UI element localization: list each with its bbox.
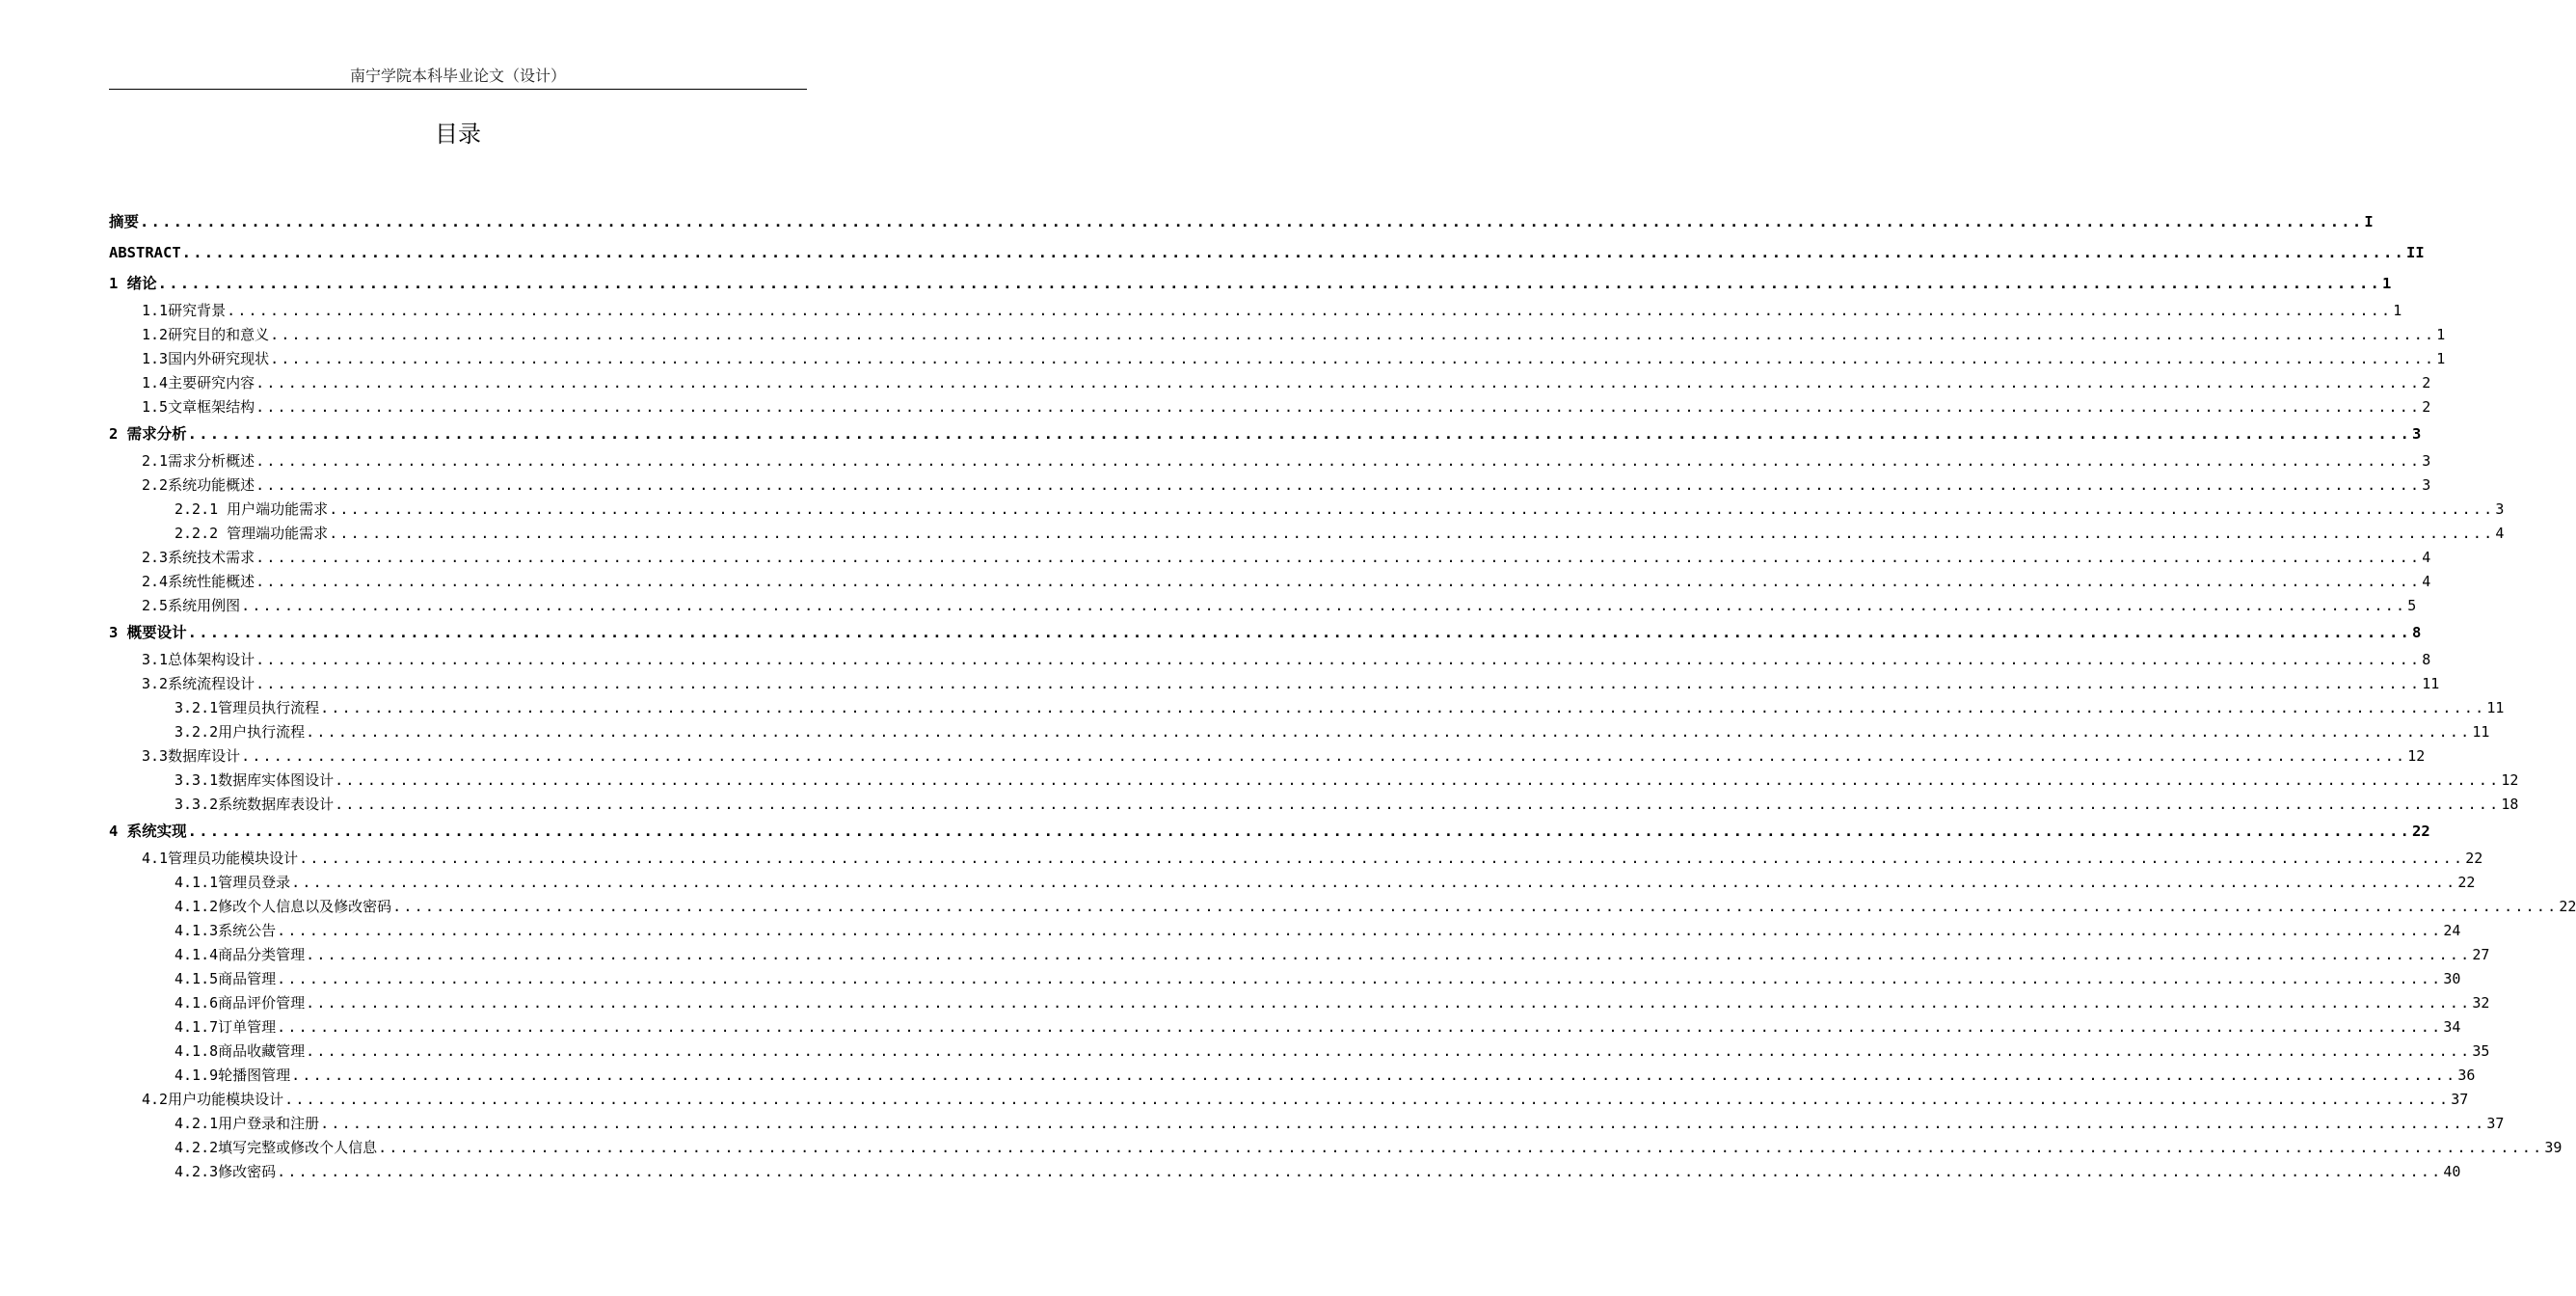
toc-entry-page-number: 11 <box>2422 675 2440 692</box>
toc-dot-leader: ........................................................................................................................................................................................................ <box>181 244 2406 261</box>
toc-entry-label: 4.1.5商品管理 <box>174 970 277 987</box>
toc-dot-leader: ........................................................................................................................................................................................................ <box>255 651 2422 668</box>
toc-entry-page-number: 1 <box>2436 326 2446 343</box>
toc-entry[interactable] <box>142 594 2417 617</box>
toc-dot-leader: ........................................................................................................................................................................................................ <box>291 874 2457 891</box>
toc-dot-leader: ........................................................................................................................................................................................................ <box>320 1115 2486 1132</box>
toc-entry[interactable] <box>109 241 2425 264</box>
toc-entry-label: 2.4系统性能概述 <box>142 573 255 590</box>
toc-entry-page-number: 2 <box>2422 398 2431 416</box>
toc-entry[interactable] <box>174 1112 2505 1135</box>
toc-entry-label: 1.5文章框架结构 <box>142 398 255 416</box>
toc-entry-page-number: 3 <box>2422 476 2431 494</box>
toc-dot-leader: ........................................................................................................................................................................................................ <box>187 823 2412 840</box>
toc-dot-leader: ........................................................................................................................................................................................................ <box>306 1042 2472 1060</box>
toc-dot-leader: ........................................................................................................................................................................................................ <box>378 1139 2544 1156</box>
toc-entry-page-number: 5 <box>2407 597 2417 614</box>
toc-entry-page-number: 37 <box>2486 1115 2505 1132</box>
toc-entry[interactable] <box>142 299 2402 322</box>
toc-entry-page-number: 35 <box>2472 1042 2490 1060</box>
toc-dot-leader: ........................................................................................................................................................................................................ <box>335 796 2501 813</box>
toc-entry-page-number: 8 <box>2412 624 2422 641</box>
toc-entry-page-number: 37 <box>2451 1091 2469 1108</box>
toc-entry-page-number: 4 <box>2422 573 2431 590</box>
toc-entry-label: 2 需求分析 <box>109 425 187 443</box>
toc-entry-page-number: 1 <box>2382 275 2392 292</box>
toc-dot-leader: ........................................................................................................................................................................................................ <box>241 747 2407 765</box>
toc-entry-page-number: 30 <box>2443 970 2461 987</box>
toc-entry[interactable] <box>109 820 2430 843</box>
toc-dot-leader: ........................................................................................................................................................................................................ <box>255 452 2422 470</box>
toc-entry-page-number: 3 <box>2412 425 2422 443</box>
toc-entry-label: 4.1.4商品分类管理 <box>174 946 306 963</box>
toc-dot-leader: ........................................................................................................................................................................................................ <box>140 213 2364 230</box>
toc-entry-page-number: 36 <box>2457 1066 2476 1084</box>
toc-entry-label: 2.5系统用例图 <box>142 597 241 614</box>
toc-entry-label: 3.3.1数据库实体图设计 <box>174 771 335 789</box>
toc-dot-leader: ........................................................................................................................................................................................................ <box>255 573 2422 590</box>
toc-entry[interactable] <box>174 895 2576 918</box>
toc-entry[interactable] <box>174 1136 2563 1159</box>
toc-entry-label: 4.2.2填写完整或修改个人信息 <box>174 1139 378 1156</box>
toc-entry[interactable] <box>142 847 2483 870</box>
toc-dot-leader: ........................................................................................................................................................................................................ <box>329 525 2495 542</box>
toc-entry-label: 3.2.2用户执行流程 <box>174 723 306 741</box>
toc-entry[interactable] <box>174 769 2519 792</box>
toc-entry[interactable] <box>174 696 2505 719</box>
toc-entry[interactable] <box>174 919 2461 942</box>
toc-entry[interactable] <box>109 210 2374 233</box>
toc-entry[interactable] <box>174 1160 2461 1183</box>
toc-dot-leader: ........................................................................................................................................................................................................ <box>270 350 2436 367</box>
toc-entry-label: 4.1管理员功能模块设计 <box>142 850 299 867</box>
toc-entry-page-number: 2 <box>2422 374 2431 392</box>
toc-entry-label: 2.3系统技术需求 <box>142 549 255 566</box>
toc-entry-label: 3.1总体架构设计 <box>142 651 255 668</box>
toc-dot-leader: ........................................................................................................................................................................................................ <box>277 1018 2443 1036</box>
toc-dot-leader: ........................................................................................................................................................................................................ <box>255 675 2422 692</box>
toc-entry[interactable] <box>174 1064 2476 1087</box>
toc-entry[interactable] <box>174 793 2519 816</box>
toc-entry-label: 4.1.9轮播图管理 <box>174 1066 291 1084</box>
toc-dot-leader: ........................................................................................................................................................................................................ <box>306 994 2472 1012</box>
toc-entry[interactable] <box>174 498 2505 521</box>
toc-entry[interactable] <box>142 323 2446 346</box>
toc-entry-label: 2.1需求分析概述 <box>142 452 255 470</box>
toc-entry[interactable] <box>174 720 2490 743</box>
toc-entry[interactable] <box>142 473 2431 497</box>
toc-entry-label: 2.2.1 用户端功能需求 <box>174 500 329 518</box>
toc-entry-page-number: 12 <box>2501 771 2519 789</box>
toc-dot-leader: ........................................................................................................................................................................................................ <box>392 898 2559 915</box>
toc-dot-leader: ........................................................................................................................................................................................................ <box>270 326 2436 343</box>
toc-entry[interactable] <box>142 449 2431 472</box>
toc-dot-leader: ........................................................................................................................................................................................................ <box>335 771 2501 789</box>
toc-entry-page-number: 22 <box>2559 898 2576 915</box>
toc-dot-leader: ........................................................................................................................................................................................................ <box>306 723 2472 741</box>
toc-dot-leader: ........................................................................................................................................................................................................ <box>277 1163 2443 1180</box>
toc-dot-leader: ........................................................................................................................................................................................................ <box>255 398 2422 416</box>
toc-dot-leader: ........................................................................................................................................................................................................ <box>299 850 2465 867</box>
toc-entry-page-number: 27 <box>2472 946 2490 963</box>
toc-entry[interactable] <box>174 871 2476 894</box>
toc-entry-label: 3.2.1管理员执行流程 <box>174 699 320 716</box>
toc-entry-label: ABSTRACT <box>109 244 181 261</box>
toc-entry-label: 4.2用户功能模块设计 <box>142 1091 284 1108</box>
toc-dot-leader: ........................................................................................................................................................................................................ <box>255 549 2422 566</box>
toc-entry-label: 1 绪论 <box>109 275 157 292</box>
toc-entry-page-number: 4 <box>2422 549 2431 566</box>
toc-entry-page-number: 3 <box>2422 452 2431 470</box>
toc-entry-page-number: 32 <box>2472 994 2490 1012</box>
toc-entry-label: 1.1研究背景 <box>142 302 227 319</box>
toc-dot-leader: ........................................................................................................................................................................................................ <box>277 922 2443 939</box>
toc-entry-page-number: 11 <box>2486 699 2505 716</box>
toc-entry-page-number: 12 <box>2407 747 2426 765</box>
toc-entry[interactable] <box>142 672 2440 695</box>
toc-entry-page-number: 1 <box>2393 302 2402 319</box>
toc-dot-leader: ........................................................................................................................................................................................................ <box>227 302 2393 319</box>
toc-entry-label: 2.2.2 管理端功能需求 <box>174 525 329 542</box>
toc-entry[interactable] <box>174 522 2505 545</box>
toc-entry[interactable] <box>174 1015 2461 1039</box>
toc-entry[interactable] <box>174 1040 2490 1063</box>
toc-dot-leader: ........................................................................................................................................................................................................ <box>284 1091 2451 1108</box>
toc-entry-page-number: 22 <box>2465 850 2483 867</box>
toc-entry-page-number: 1 <box>2436 350 2446 367</box>
toc-entry[interactable] <box>109 621 2422 644</box>
toc-entry-page-number: 22 <box>2412 823 2430 840</box>
toc-entry[interactable] <box>142 1088 2469 1111</box>
toc-entry[interactable] <box>109 272 2392 295</box>
toc-dot-leader: ........................................................................................................................................................................................................ <box>277 970 2443 987</box>
toc-entry-label: 2.2系统功能概述 <box>142 476 255 494</box>
toc-dot-leader: ........................................................................................................................................................................................................ <box>320 699 2486 716</box>
toc-entry-label: 1.2研究目的和意义 <box>142 326 270 343</box>
toc-entry[interactable] <box>142 371 2431 394</box>
toc-entry-label: 摘要 <box>109 213 140 230</box>
toc-entry-label: 4.1.8商品收藏管理 <box>174 1042 306 1060</box>
toc-entry-page-number: 4 <box>2495 525 2505 542</box>
toc-dot-leader: ........................................................................................................................................................................................................ <box>157 275 2382 292</box>
toc-entry-page-number: 24 <box>2443 922 2461 939</box>
toc-entry[interactable] <box>142 546 2431 569</box>
toc-entry[interactable] <box>142 570 2431 593</box>
toc-dot-leader: ........................................................................................................................................................................................................ <box>255 374 2422 392</box>
toc-entry-page-number: 11 <box>2472 723 2490 741</box>
toc-dot-leader: ........................................................................................................................................................................................................ <box>291 1066 2457 1084</box>
toc-dot-leader: ........................................................................................................................................................................................................ <box>187 624 2412 641</box>
toc-entry-label: 1.3国内外研究现状 <box>142 350 270 367</box>
toc-dot-leader: ........................................................................................................................................................................................................ <box>306 946 2472 963</box>
toc-entry-page-number: 40 <box>2443 1163 2461 1180</box>
toc-entry-label: 4.2.1用户登录和注册 <box>174 1115 320 1132</box>
toc-dot-leader: ........................................................................................................................................................................................................ <box>255 476 2422 494</box>
toc-entry-page-number: 8 <box>2422 651 2431 668</box>
toc-dot-leader: ........................................................................................................................................................................................................ <box>187 425 2412 443</box>
toc-entry-page-number: 34 <box>2443 1018 2461 1036</box>
toc-entry-label: 4.1.6商品评价管理 <box>174 994 306 1012</box>
toc-entry-label: 4.1.3系统公告 <box>174 922 277 939</box>
toc-entry-page-number: 18 <box>2501 796 2519 813</box>
toc-dot-leader: ........................................................................................................................................................................................................ <box>329 500 2495 518</box>
toc-entry[interactable] <box>174 967 2461 990</box>
toc-entry-page-number: I <box>2364 213 2374 230</box>
toc-entry-label: 3.2系统流程设计 <box>142 675 255 692</box>
toc-dot-leader: ........................................................................................................................................................................................................ <box>241 597 2407 614</box>
toc-entry-page-number: 39 <box>2544 1139 2563 1156</box>
toc-entry-label: 4.1.2修改个人信息以及修改密码 <box>174 898 392 915</box>
running-header: 南宁学院本科毕业论文（设计） <box>349 67 566 85</box>
toc-entry-label: 3 概要设计 <box>109 624 187 641</box>
toc-entry[interactable] <box>174 943 2490 966</box>
toc-entry[interactable] <box>174 991 2490 1014</box>
toc-entry-page-number: 3 <box>2495 500 2505 518</box>
toc-entry[interactable] <box>142 347 2446 370</box>
toc-entry-page-number: 22 <box>2457 874 2476 891</box>
toc-entry-label: 4.1.1管理员登录 <box>174 874 291 891</box>
toc-entry[interactable] <box>109 422 2422 446</box>
toc-entry-label: 4 系统实现 <box>109 823 187 840</box>
toc-entry-label: 4.1.7订单管理 <box>174 1018 277 1036</box>
page-title: 目录 <box>435 121 481 148</box>
toc-entry[interactable] <box>142 744 2426 768</box>
toc-entry-label: 4.2.3修改密码 <box>174 1163 277 1180</box>
toc-entry[interactable] <box>142 648 2431 671</box>
toc-entry[interactable] <box>142 395 2431 418</box>
toc-entry-label: 3.3.2系统数据库表设计 <box>174 796 335 813</box>
toc-entry-label: 1.4主要研究内容 <box>142 374 255 392</box>
toc-entry-label: 3.3数据库设计 <box>142 747 241 765</box>
toc-entry-page-number: II <box>2406 244 2425 261</box>
